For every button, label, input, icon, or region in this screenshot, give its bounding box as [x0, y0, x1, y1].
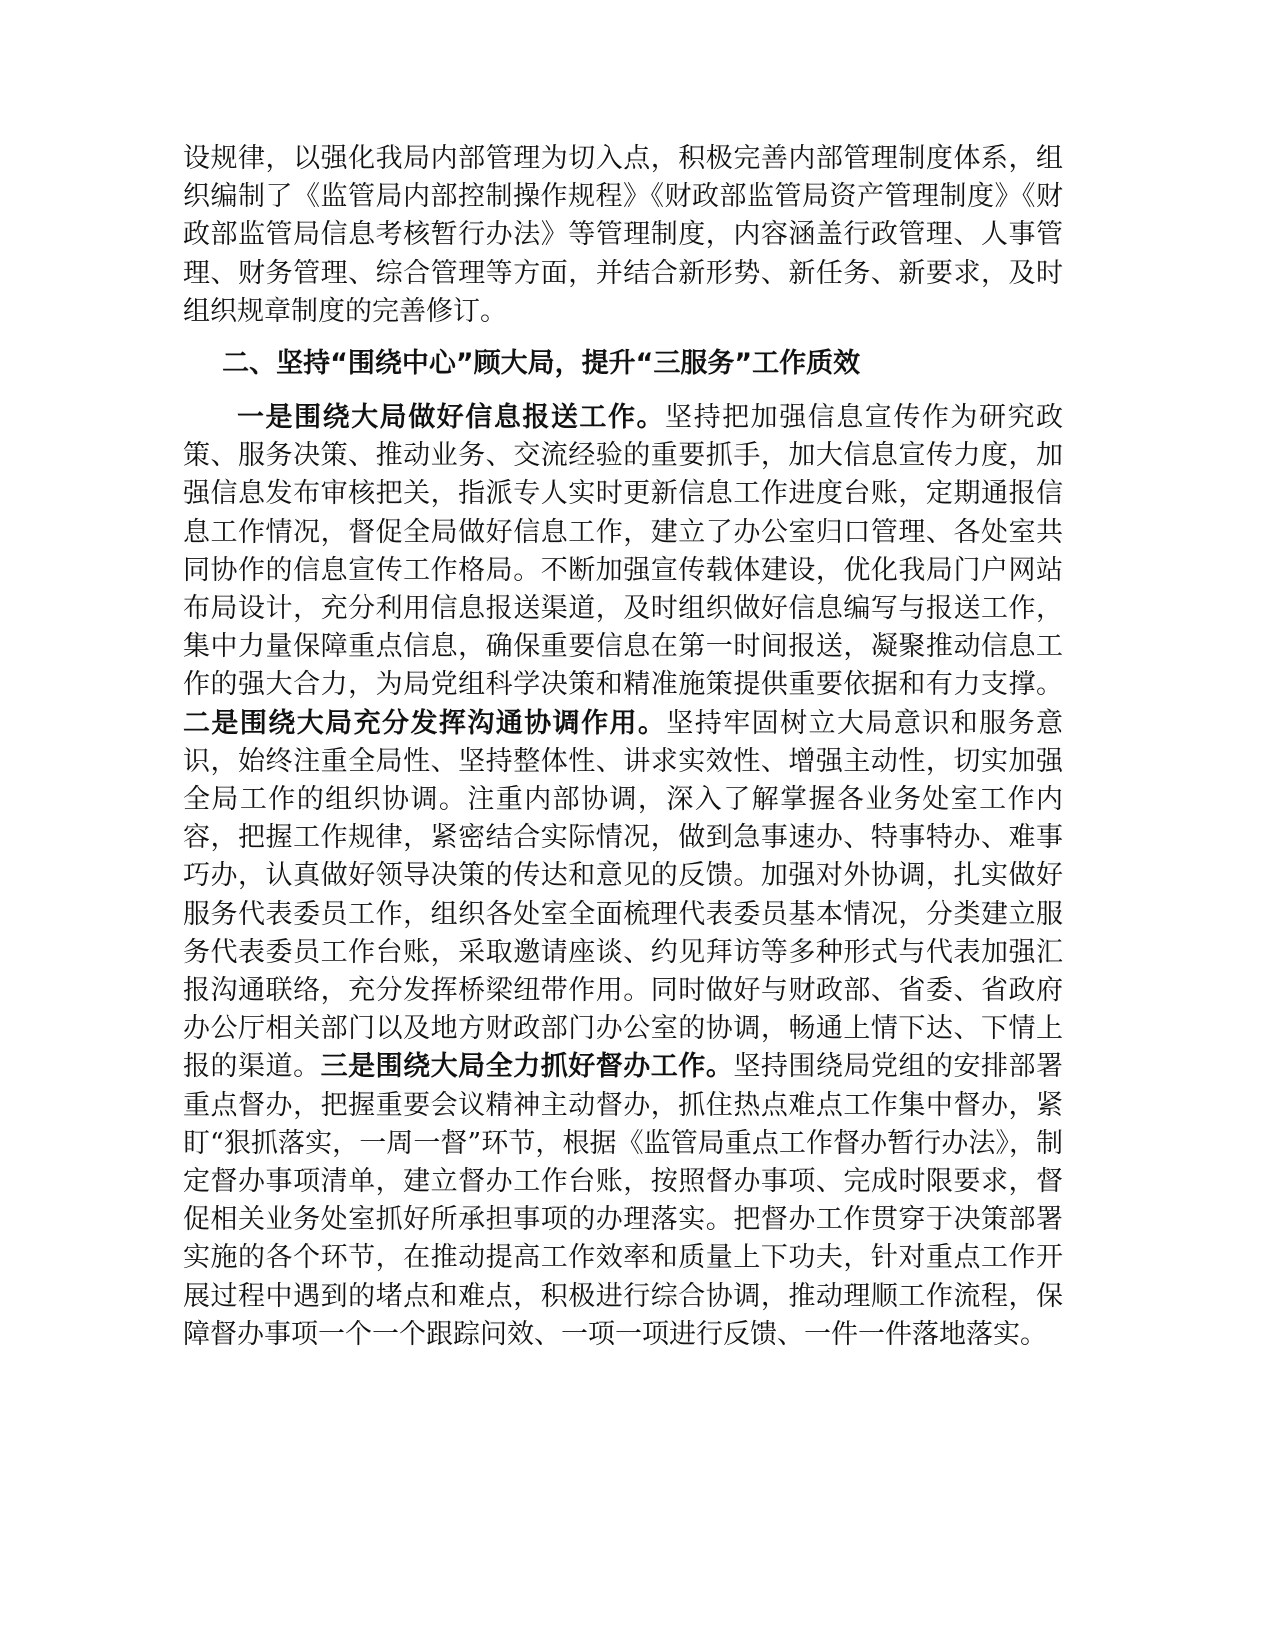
text-supervision: 坚持围绕局党组的安排部署重点督办，把握重要会议精神主动督办，抓住热点难点工作集中督办，紧盯“狠抓落实，一周一督”环节，根据《监管局重点工作督办暂行办法》，制定督办事项清单，建立督办工作台账，按照督办事项、完成时限要求，督促相关业务处室抓好所承担事项的办理落实。把督办工作贯穿于决策部署实施的各个环节，在推动提高工作效率和质量上下功夫，针对重点工作开展过程中遇到的堵点和难点，积极进行综合协调，推动理顺工作流程，保障督办事项一个一个跟踪问效、一项一项进行反馈、一件一件落地落实。: [183, 1051, 1064, 1350]
lead-info-reporting: 一是围绕大局做好信息报送工作。: [237, 402, 666, 434]
lead-supervision: 三是围绕大局全力抓好督办工作。: [320, 1051, 734, 1083]
document-body: [183, 140, 1063, 1354]
paragraph-continued: 设规律，以强化我局内部管理为切入点，积极完善内部管理制度体系，组织编制了《监管局内部控制操作规程》《财政部监管局资产管理制度》《财政部监管局信息考核暂行办法》等管理制度，内容涵盖行政管理、人事管理、财务管理、综合管理等方面，并结合新形势、新任务、新要求，及时组织规章制度的完善修订。: [183, 143, 1063, 327]
text-info-reporting: 坚持把加强信息宣传作为研究政策、服务决策、推动业务、交流经验的重要抓手，加大信息宣传力度，加强信息发布审核把关，指派专人实时更新信息工作进度台账，定期通报信息工作情况，督促全局做好信息工作，建立了办公室归口管理、各处室共同协作的信息宣传工作格局。不断加强宣传载体建设，优化我局门户网站布局设计，充分利用信息报送渠道，及时组织做好信息编写与报送工作，集中力量保障重点信息，确保重要信息在第一时间报送，凝聚推动信息工作的强大合力，为局党组科学决策和精准施策提供重要依据和有力支撑。: [183, 402, 1064, 701]
section-heading: 二、坚持“围绕中心”顾大局，提升“三服务”工作质效: [222, 348, 861, 380]
lead-coordination: 二是围绕大局充分发挥沟通协调作用。: [183, 707, 667, 739]
text-coordination: 坚持牢固树立大局意识和服务意识，始终注重全局性、坚持整体性、讲求实效性、增强主动性，切实加强全局工作的组织协调。注重内部协调，深入了解掌握各业务处室工作内容，把握工作规律，紧密结合实际情况，做到急事速办、特事特办、难事巧办，认真做好领导决策的传达和意见的反馈。加强对外协调，扎实做好服务代表委员工作，组织各处室全面梳理代表委员基本情况，分类建立服务代表委员工作台账，采取邀请座谈、约见拜访等多种形式与代表加强汇报沟通联络，充分发挥桥梁纽带作用。同时做好与财政部、省委、省政府办公厅相关部门以及地方财政部门办公室的协调，畅通上情下达、下情上报的渠道。: [183, 707, 1064, 1083]
paragraph-services: [183, 399, 1063, 1354]
